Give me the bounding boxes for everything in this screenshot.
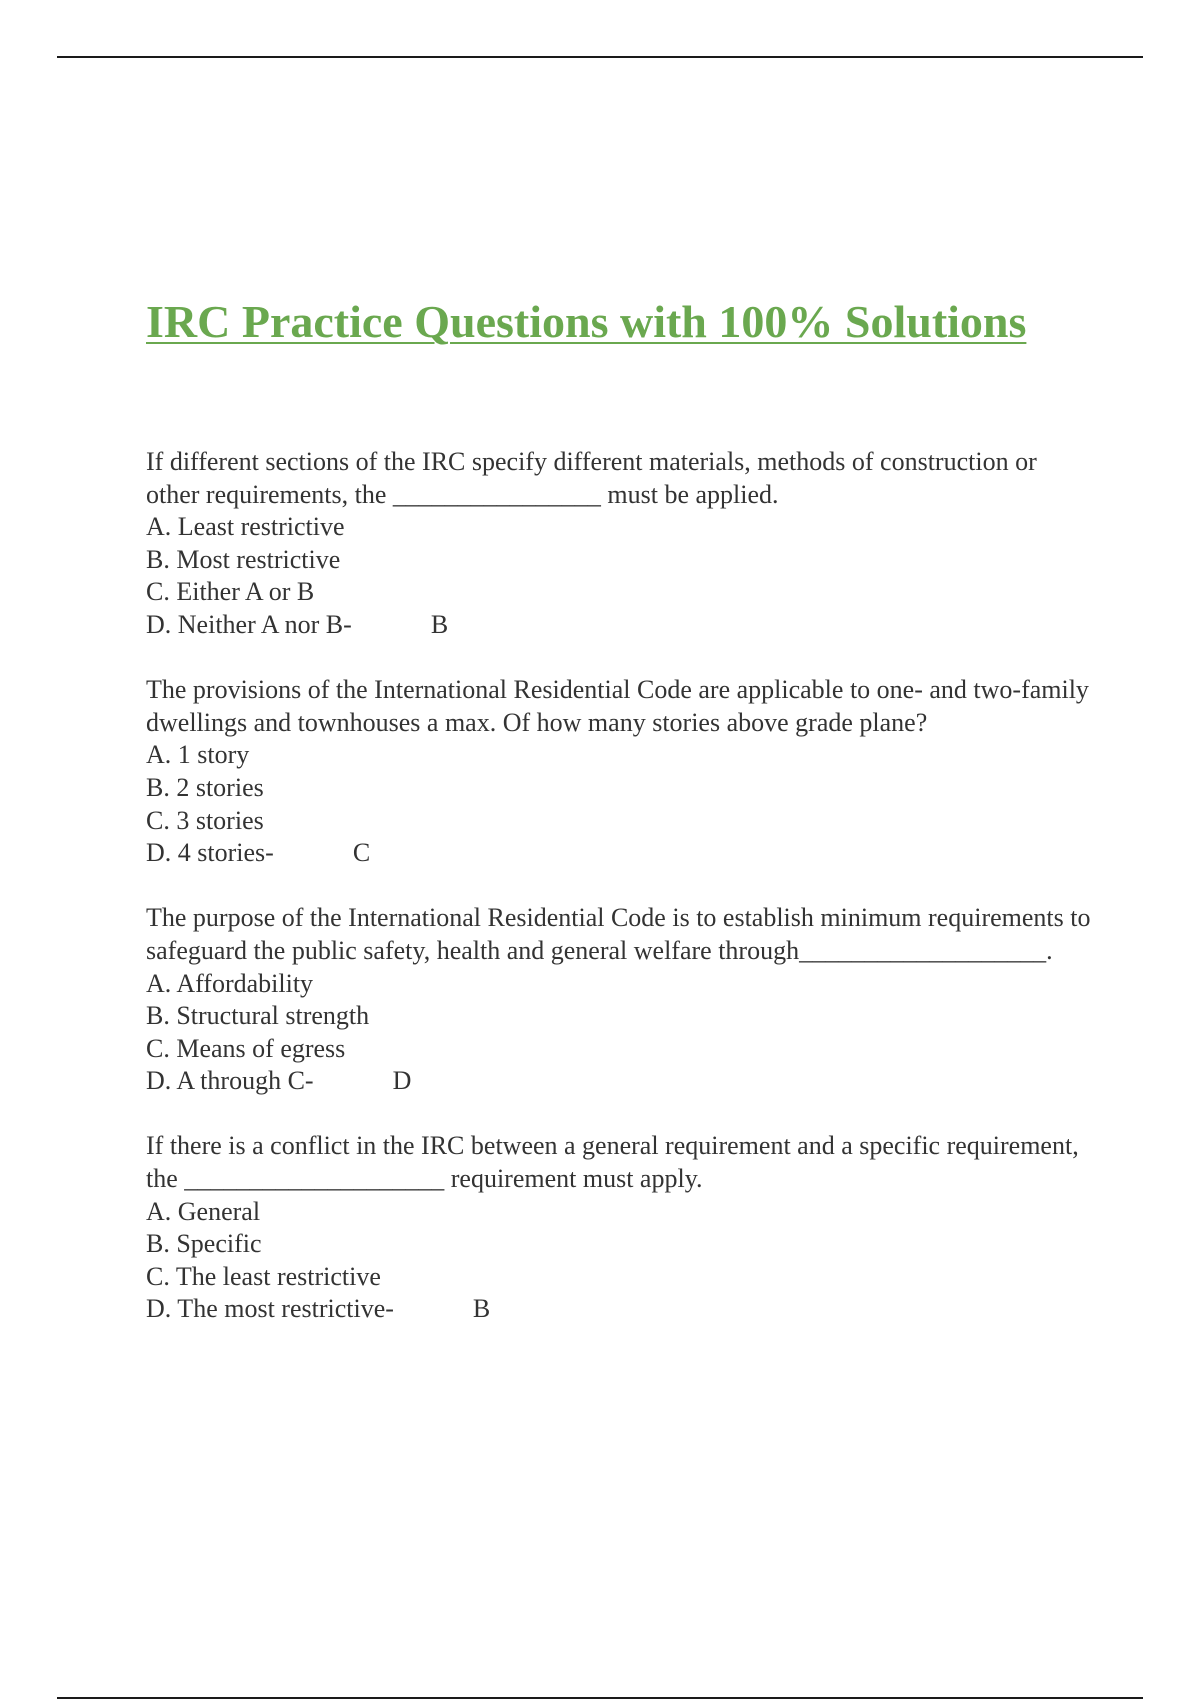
- bottom-rule: [57, 1697, 1143, 1699]
- question-stem: If there is a conflict in the IRC between a general requirement and a specific requirement, the ____________________ requirement must apply.: [146, 1131, 1079, 1194]
- question-list: [146, 446, 1091, 1359]
- top-rule: [57, 56, 1143, 58]
- option-c: C. Means of egress: [146, 1033, 346, 1063]
- question-stem: The purpose of the International Residential Code is to establish minimum requirements to safeguard the public safety, health and general welfare through___________________.: [146, 903, 1091, 965]
- option-d-with-answer: [146, 837, 1091, 870]
- option-b: B. Specific: [146, 1229, 262, 1259]
- answer: D: [392, 1066, 412, 1096]
- question-stem: If different sections of the IRC specify different materials, methods of construction or other requirements, the ________________ must be applied.: [146, 447, 1037, 509]
- option-a: A. General: [146, 1196, 261, 1226]
- answer: B: [472, 1294, 491, 1324]
- document-title: IRC Practice Questions with 100% Solutions: [146, 296, 1027, 347]
- option-c: C. The least restrictive: [146, 1261, 381, 1291]
- option-a: A. 1 story: [146, 740, 250, 770]
- question-2: [146, 674, 1091, 870]
- question-3: [146, 902, 1091, 1098]
- option-b: B. Structural strength: [146, 1001, 370, 1031]
- option-d-with-answer: [146, 1293, 1091, 1326]
- option-a: A. Affordability: [146, 968, 314, 998]
- option-b: B. 2 stories: [146, 772, 264, 802]
- option-b: B. Most restrictive: [146, 544, 341, 574]
- option-a: A. Least restrictive: [146, 512, 345, 542]
- option-c: C. Either A or B: [146, 577, 315, 607]
- option-d: D. Neither A nor B-: [146, 609, 352, 639]
- option-d: D. 4 stories-: [146, 838, 274, 868]
- option-d: D. The most restrictive-: [146, 1294, 394, 1324]
- option-d-with-answer: [146, 1065, 1091, 1098]
- option-d: D. A through C-: [146, 1066, 314, 1096]
- option-c: C. 3 stories: [146, 805, 264, 835]
- answer: B: [430, 609, 449, 639]
- answer: C: [352, 838, 371, 868]
- question-4: [146, 1130, 1091, 1326]
- question-stem: The provisions of the International Residential Code are applicable to one- and two-family dwellings and townhouses a max. Of how many stories above grade plane?: [146, 675, 1089, 737]
- question-1: [146, 446, 1091, 642]
- option-d-with-answer: [146, 609, 1091, 642]
